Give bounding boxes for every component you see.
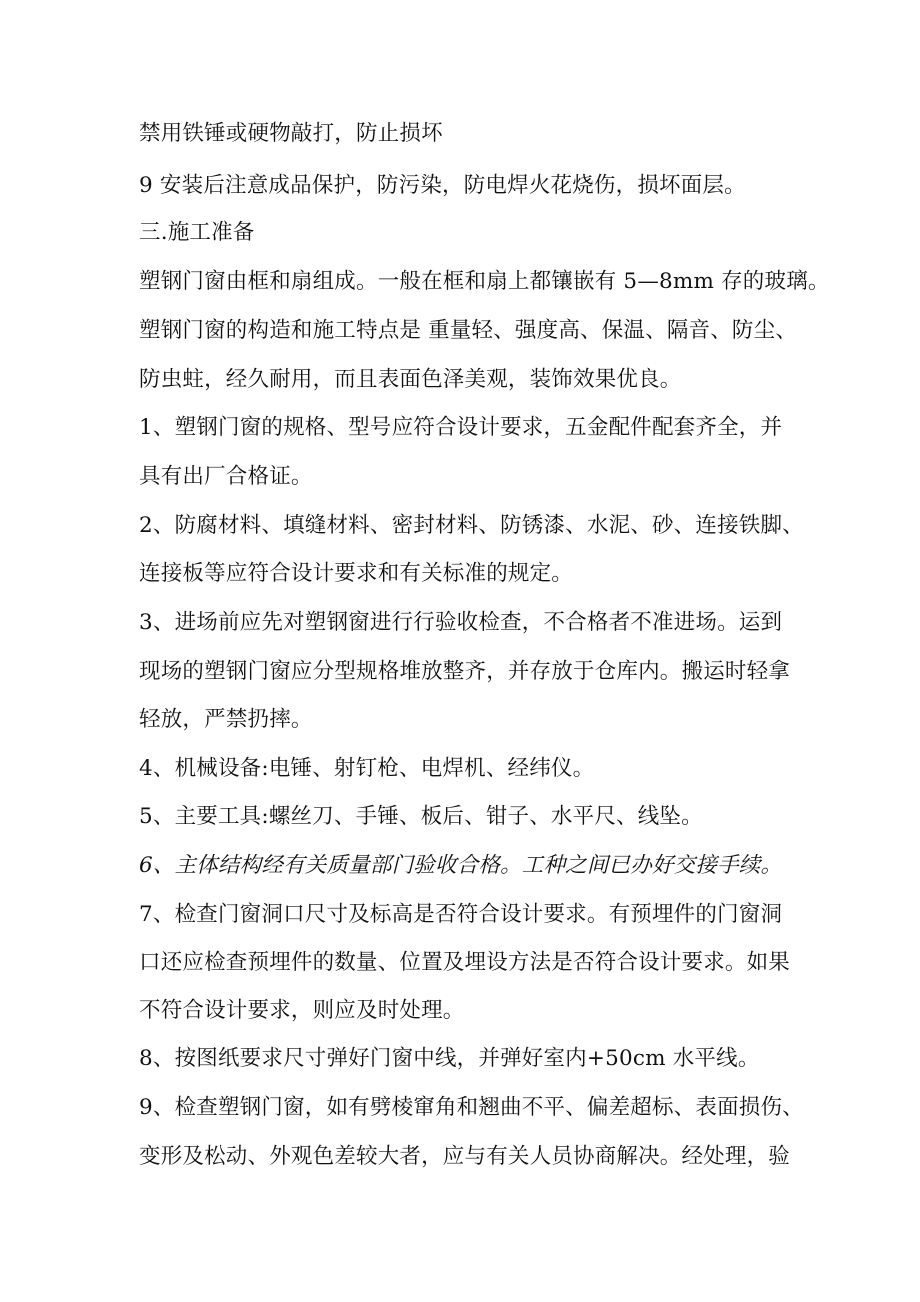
list-item-9: 9、检查塑钢门窗，如有劈棱窜角和翘曲不平、偏差超标、表面损伤、 — [139, 1095, 804, 1120]
list-item-5: 5、主要工具:螺丝刀、手锤、板后、钳子、水平尺、线坠。 — [139, 804, 703, 829]
text-line: 轻放，严禁扔摔。 — [139, 707, 313, 732]
list-item-1: 1、塑钢门窗的规格、型号应符合设计要求，五金配件配套齐全，并 — [139, 415, 783, 440]
text-line: 9 安装后注意成品保护，防污染，防电焊火花烧伤，损坏面层。 — [139, 173, 746, 198]
text-line: 口还应检查预埋件的数量、位置及埋设方法是否符合设计要求。如果 — [139, 950, 791, 975]
section-heading: 三.施工准备 — [139, 220, 255, 245]
list-item-2: 2、防腐材料、填缝材料、密封材料、防锈漆、水泥、砂、连接铁脚、 — [139, 513, 804, 538]
text-line: 现场的塑钢门窗应分型规格堆放整齐，并存放于仓库内。搬运时轻拿 — [139, 659, 791, 684]
text-line: 不符合设计要求，则应及时处理。 — [139, 998, 465, 1023]
text-line: 塑钢门窗的构造和施工特点是 重量轻、强度高、保温、隔音、防尘、 — [139, 318, 798, 343]
list-item-3: 3、进场前应先对塑钢窗进行行验收检查，不合格者不准进场。运到 — [139, 610, 783, 635]
text-line: 禁用铁锤或硬物敲打，防止损坏 — [139, 121, 443, 146]
list-item-8: 8、按图纸要求尺寸弹好门窗中线，并弹好室内+50cm 水平线。 — [139, 1046, 760, 1071]
text-line: 连接板等应符合设计要求和有关标准的规定。 — [139, 561, 574, 586]
text-line: 变形及松动、外观色差较大者，应与有关人员协商解决。经处理，验 — [139, 1144, 791, 1169]
text-line: 防虫蛀，经久耐用，而且表面色泽美观，装饰效果优良。 — [139, 367, 682, 392]
list-item-4: 4、机械设备:电锤、射钉枪、电焊机、经纬仪。 — [139, 756, 595, 781]
list-item-7: 7、检查门窗洞口尺寸及标高是否符合设计要求。有预埋件的门窗洞 — [139, 902, 783, 927]
list-item-6: 6、主体结构经有关质量部门验收合格。工种之间已办好交接手续。 — [139, 853, 783, 878]
text-line: 具有出厂合格证。 — [139, 464, 313, 489]
text-line: 塑钢门窗由框和扇组成。一般在框和扇上都镶嵌有 5—8mm 存的玻璃。 — [139, 269, 830, 294]
